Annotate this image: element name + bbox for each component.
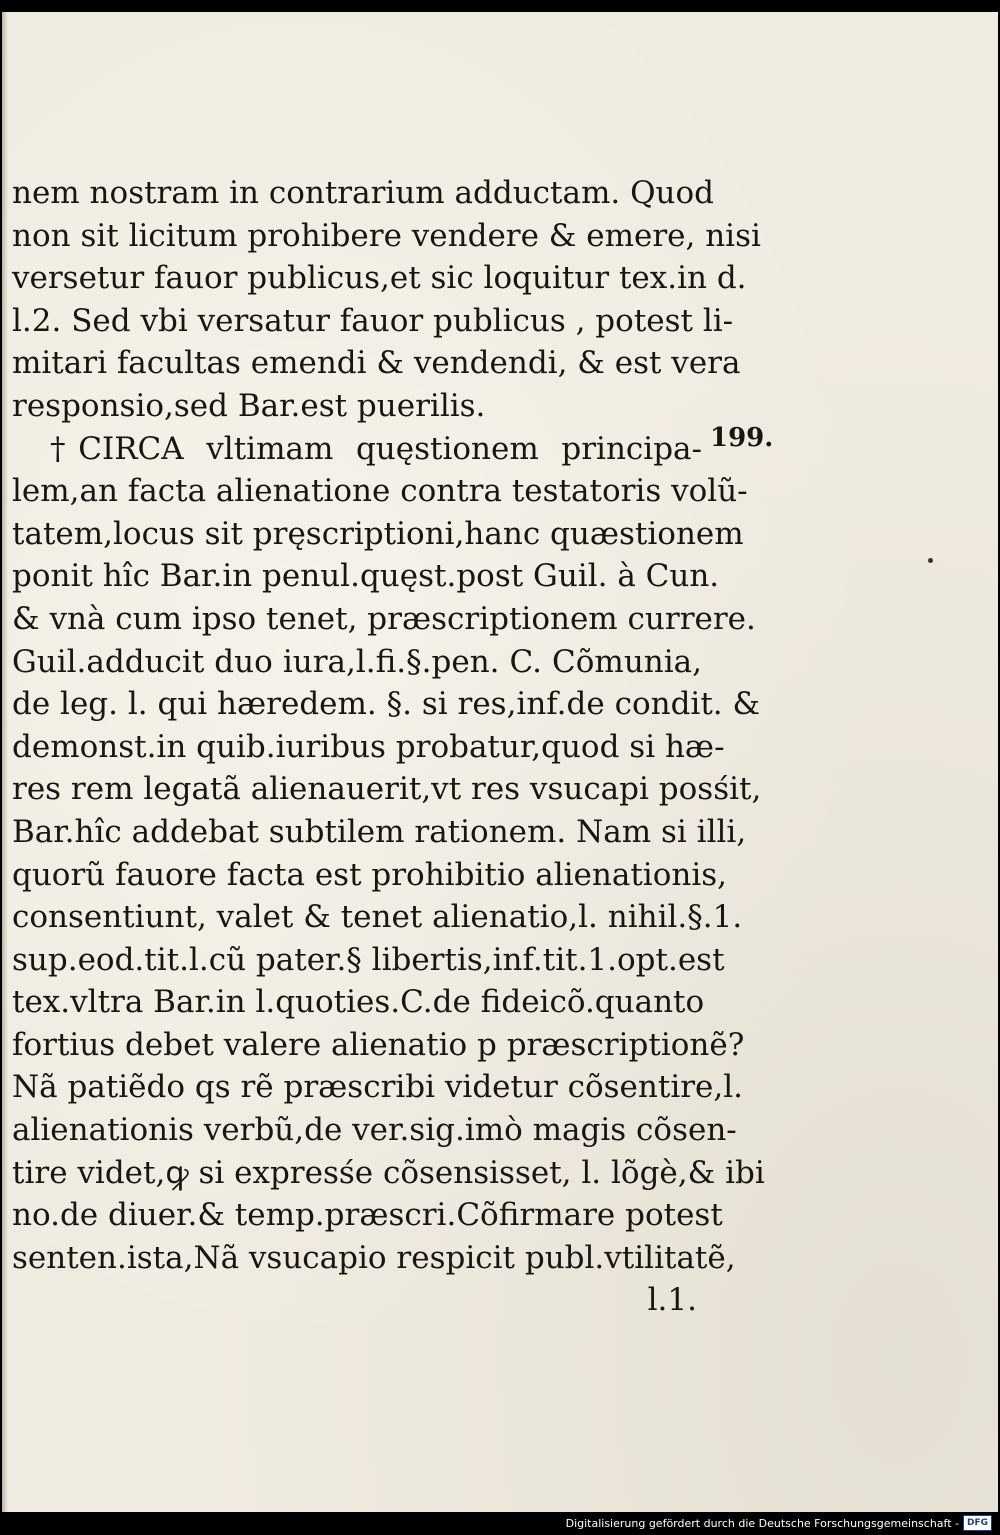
text-line: Guil.adducit duo iura,l.fi.§.pen. C. Cõmunia, [12,643,702,680]
text-line: alienationis verbũ,de ver.sig.imò magis cõsen- [12,1112,737,1149]
text-line: nem nostram in contrarium adductam. Quod [12,175,714,211]
text-line: no.de diuer.& temp.præscri.Cõfirmare potest [12,1197,723,1234]
text-line: fortius debet valere alienatio p præscriptionẽ? [12,1026,745,1063]
text-line: Nã patiẽdo qs rẽ præscribi videtur cõsentire,l. [12,1069,744,1106]
text-line: senten.ista,Nã vsucapio respicit publ.vtilitatẽ, [12,1239,736,1276]
page-edge-shadow [2,12,8,1512]
text-line: mitari facultas emendi & vendendi, & est vera [12,345,741,382]
text-line: l.2. Sed vbi versatur fauor publicus , potest li- [12,302,734,339]
text-line: res rem legatã alienauerit,vt res vsucapi posśit, [12,771,762,808]
text-line: consentiunt, valet & tenet alienatio,l. nihil.§.1. [12,899,743,936]
text-line: †CIRCA vltimam quęstionem principa- [50,430,702,467]
text-line: de leg. l. qui hæredem. §. si res,inf.de condit. & [12,686,761,723]
text-line: & vnà cum ipso tenet, præscriptionem currere. [12,600,756,637]
text-line: tex.vltra Bar.in l.quoties.C.de fideicõ.quanto [12,984,705,1021]
text-line: demonst.in quib.iuribus probatur,quod si hæ- [12,728,725,765]
text-line: sup.eod.tit.l.cũ pater.§ libertis,inf.tit.1.opt.est [12,941,725,978]
catchword: l.1. [647,1282,697,1319]
text-line: quorũ fauore facta est prohibitio alienationis, [12,856,728,893]
text-line: responsio,sed Bar.est puerilis. [12,387,486,424]
text-line: ponit hîc Bar.in penul.quęst.post Guil. à Cun. [12,558,720,595]
text-line: tire videt,ꝙ si expresśe cõsensisset, l. lõgè,& ibi [12,1154,765,1191]
text-line: tatem,locus sit pręscriptioni,hanc quæstionem [12,515,744,552]
margin-ink-dot [928,558,933,563]
text-line: lem,an facta alienatione contra testatoris volũ- [12,473,748,510]
footer-credit: Digitalisierung gefördert durch die Deutsche Forschungsgemeinschaft - [565,1516,959,1530]
margin-number: 199. [710,423,774,453]
text-line: Bar.hîc addebat subtilem rationem. Nam si illi, [12,813,747,850]
text-line: versetur fauor publicus,et sic loquitur tex.in d. [12,260,747,297]
digitization-footer [566,1515,992,1531]
dfg-logo-icon: DFG [963,1515,992,1531]
text-line: non sit licitum prohibere vendere & emere, nisi [12,217,761,254]
book-page [2,12,998,1512]
